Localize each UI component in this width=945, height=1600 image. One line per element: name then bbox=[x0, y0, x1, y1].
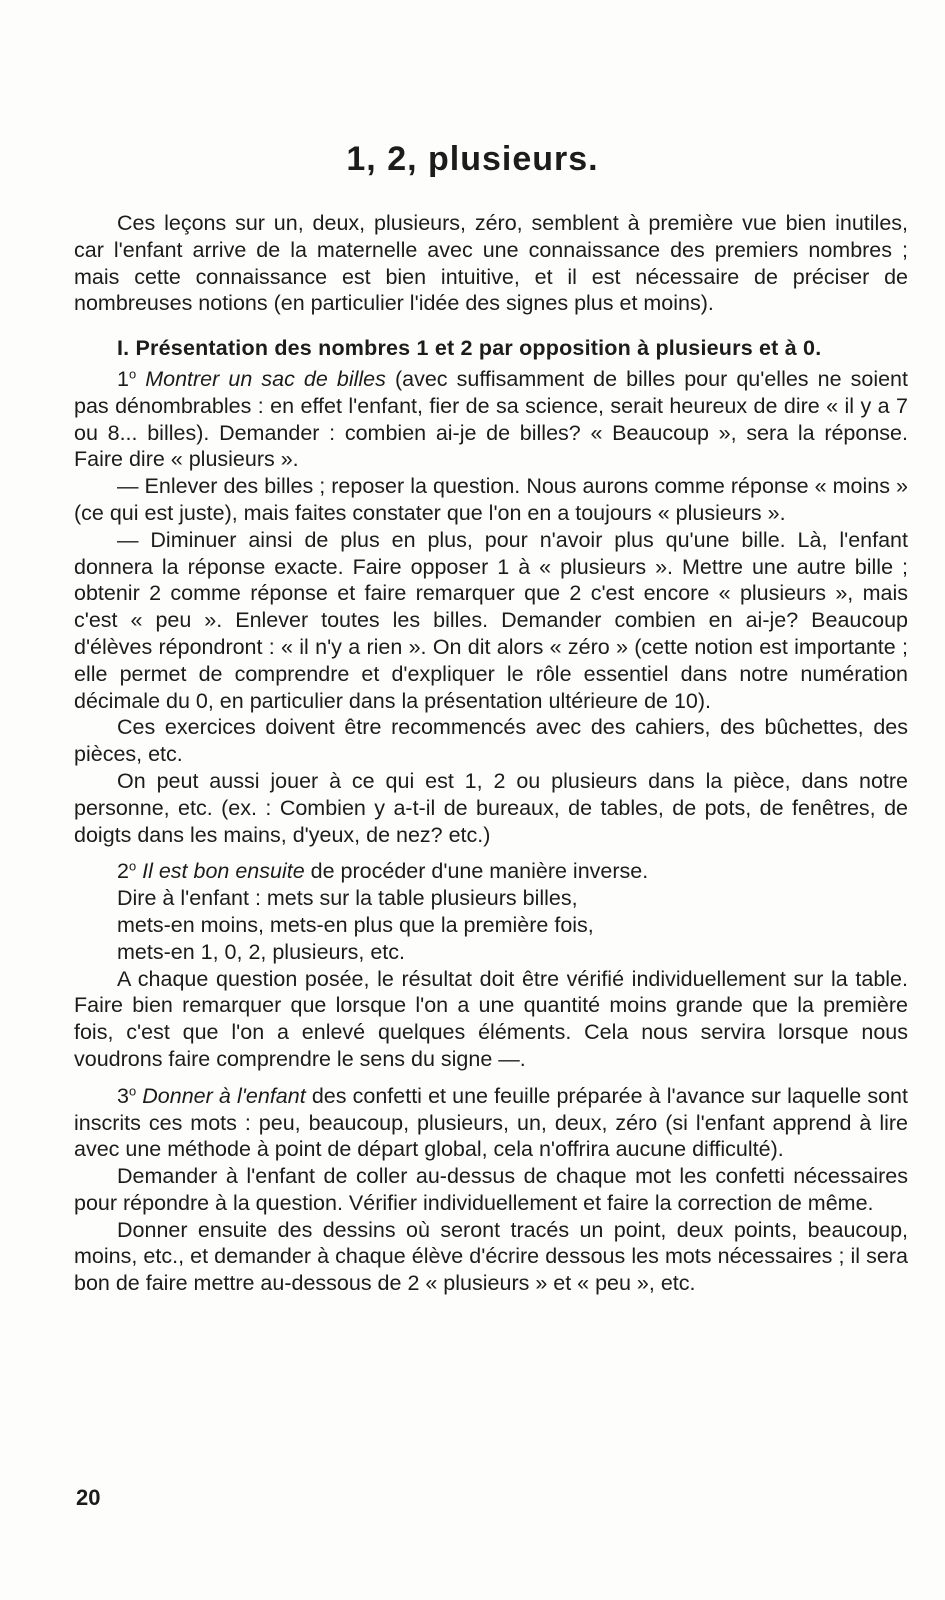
instruction-line-1: Dire à l'enfant : mets sur la table plusieurs billes, bbox=[117, 886, 578, 911]
paragraph-exercises: Ces exercices doivent être recommencés avec des cahiers, des bûchettes, des pièces, etc. bbox=[74, 715, 908, 767]
paragraph-remove-marbles: — Enlever des billes ; reposer la question. Nous aurons comme réponse « moins » (ce qui est juste), mais faites constater que l'on en a toujours « plusieurs ». bbox=[74, 474, 908, 525]
point-2-text: de procéder d'une manière inverse. bbox=[304, 859, 649, 884]
point-2-ordinal: o bbox=[128, 858, 137, 874]
point-3-text: des confetti et une feuille préparée à l'avance sur laquelle sont inscrits ces mots : peu, beaucoup, plusieurs, un, deux, zéro (si l'enfant apprend à lire avec une méthode à point de départ global, cela n'offrira aucune difficulté). bbox=[74, 1083, 908, 1162]
instruction-line-2: mets-en moins, mets-en plus que la première fois, bbox=[117, 912, 594, 937]
point-3-ordinal: o bbox=[128, 1082, 137, 1098]
point-1-text: (avec suffisamment de billes pour qu'elles ne soient pas dénombrables : en effet l'enfant, fier de sa science, serait heureux de dire « il y a 7 ou 8... billes). Demander : combien ai-je de billes? « Beaucoup », sera la réponse. Faire dire « plusieurs ». bbox=[74, 366, 908, 472]
page-title: 1, 2, plusieurs. bbox=[346, 140, 599, 178]
point-1-number: 1 bbox=[117, 366, 129, 391]
point-3-number: 3 bbox=[117, 1083, 129, 1108]
paragraph-diminish: — Diminuer ainsi de plus en plus, pour n'avoir plus qu'une bille. Là, l'enfant donnera la réponse exacte. Faire opposer 1 à « plusieurs ». Mettre une autre bille ; obtenir 2 comme réponse et faire remarquer que 2 c'est encore « plusieurs », mais c'est « peu ». Enlever toutes les billes. Demander combien en ai-je? Beaucoup d'élèves répondront : « il n'y a rien ». On dit alors « zéro » (cette notion est importante ; elle permet de comprendre et d'expliquer le rôle essentiel dans notre numération décimale du 0, en particulier dans la présentation ultérieure de 10). bbox=[74, 527, 908, 713]
point-3-paragraph bbox=[74, 1083, 908, 1163]
point-1-paragraph bbox=[74, 366, 908, 473]
intro-paragraph: Ces leçons sur un, deux, plusieurs, zéro, semblent à première vue bien inutiles, car l'enfant arrive de la maternelle avec une connaissance des premiers nombres ; mais cette connaissance est bien intuitive, et il est nécessaire de préciser de nombreuses notions (en particulier l'idée des signes plus et moins). bbox=[74, 211, 908, 316]
point-1-emphasis: Montrer un sac de billes bbox=[145, 366, 386, 391]
point-2-paragraph bbox=[74, 858, 908, 885]
paragraph-drawings: Donner ensuite des dessins où seront tracés un point, deux points, beaucoup, moins, etc., et demander à chaque élève d'écrire dessous les mots nécessaires ; il sera bon de faire mettre au-dessous de 2 « plusieurs » et « peu », etc. bbox=[74, 1217, 908, 1296]
point-3-emphasis: Donner à l'enfant bbox=[142, 1083, 306, 1108]
section-heading: I. Présentation des nombres 1 et 2 par opposition à plusieurs et à 0. bbox=[117, 336, 822, 361]
page-body bbox=[74, 210, 908, 1297]
paragraph-play: On peut aussi jouer à ce qui est 1, 2 ou plusieurs dans la pièce, dans notre personne, etc. (ex. : Combien y a-t-il de bureaux, de tables, de pots, de fenêtres, de doigts dans les mains, d'yeux, de nez? etc.) bbox=[74, 768, 908, 847]
point-1-ordinal: o bbox=[128, 366, 137, 382]
point-2-number: 2 bbox=[117, 859, 129, 884]
paragraph-verification: A chaque question posée, le résultat doit être vérifié individuellement sur la table. Faire bien remarquer que lorsque l'on a une quantité moins grande que la première fois, c'est que l'on a enlevé quelques éléments. Cela nous servira lorsque nous voudrons faire comprendre le sens du signe —. bbox=[74, 966, 908, 1071]
instruction-line-3: mets-en 1, 0, 2, plusieurs, etc. bbox=[117, 939, 405, 964]
page-number: 20 bbox=[76, 1485, 101, 1510]
paragraph-confetti: Demander à l'enfant de coller au-dessus de chaque mot les confetti nécessaires pour répondre à la question. Vérifier individuellement et faire la correction de même. bbox=[74, 1164, 908, 1215]
point-2-emphasis: Il est bon ensuite bbox=[142, 859, 305, 884]
